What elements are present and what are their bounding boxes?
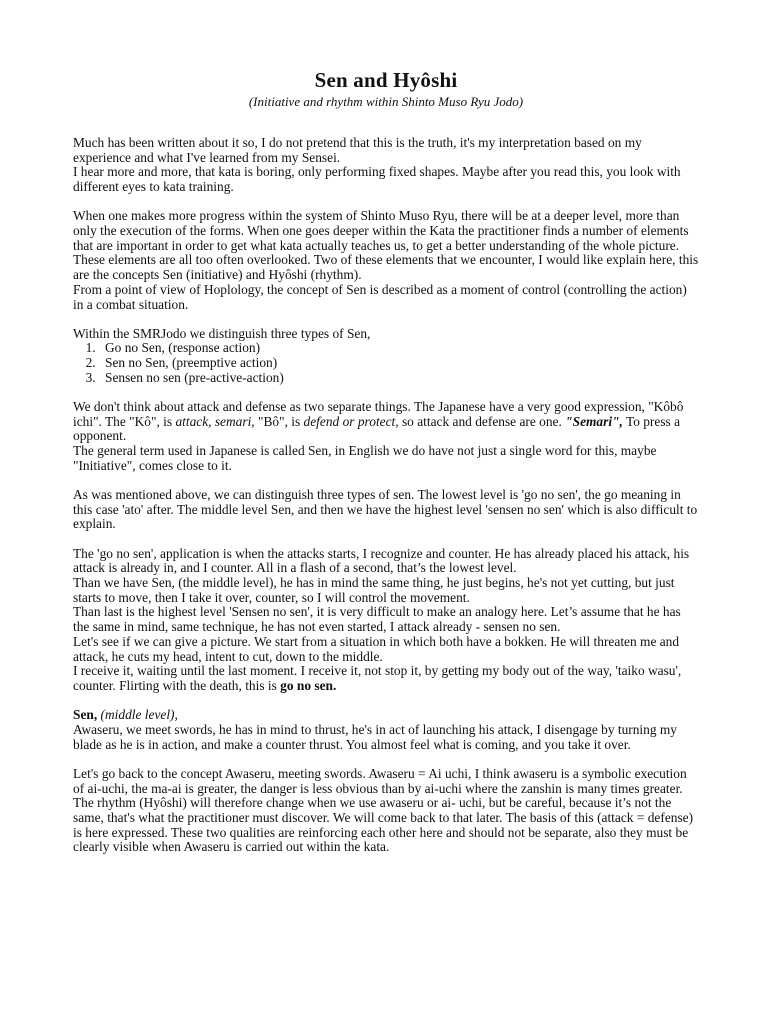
list-item: 1. Go no Sen, (response action) <box>99 341 699 356</box>
attack-defense-line-1 <box>73 400 699 444</box>
document-page <box>73 68 699 855</box>
page-title: Sen and Hyôshi <box>314 68 458 92</box>
go-no-sen-line-4: Let's see if we can give a picture. We start from a situation in which both have a bokken. He will threaten me and attack, he cuts my head, intent to cut, down to the middle. <box>73 633 680 664</box>
sen-heading-italic: (middle level), <box>97 707 178 723</box>
deeper-line-2: From a point of view of Hoplology, the concept of Sen is described as a moment of control (controlling the action) in a combat situation. <box>73 281 687 312</box>
awaseru-paragraph: Let's go back to the concept Awaseru, meeting swords. Awaseru = Ai uchi, I think awaseru is a symbolic execution of ai-uchi, the ma-ai is greater, the danger is less obvious than by ai-uchi where the zanshin is many times greater. The rhythm (Hyôshi) will therefore change when we use awaseru or ai- uchi, but be careful, because it’s not the same, that's what the practitioner must discover. We will come back to that later. The basis of this (attack = defense) is here expressed. These two qualities are reinforcing each other here and should not be separate, also they must be clearly visible when Awaseru is carried out within the kata. <box>73 765 694 855</box>
deeper-paragraph <box>73 209 699 312</box>
sen-section-heading <box>73 708 699 723</box>
text-run-bold: go no sen. <box>280 678 337 693</box>
text-run: "Bô", is <box>254 413 304 429</box>
intro-paragraph <box>73 136 699 195</box>
sen-types-intro: Within the SMRJodo we distinguish three types of Sen, <box>73 325 371 341</box>
text-run-italic: attack, semari, <box>175 413 255 429</box>
text-run: so attack and defense are one. <box>398 413 566 429</box>
levels-paragraph: As was mentioned above, we can distinguish three types of sen. The lowest level is 'go no sen', the go meaning in this case 'ato' after. The middle level Sen, and then we have the highest level 'sensen no sen' which is also difficult to explain. <box>73 487 698 532</box>
page-subtitle: (Initiative and rhythm within Shinto Muso Ryu Jodo) <box>248 94 524 109</box>
sen-middle-section <box>73 708 699 752</box>
attack-defense-line-2: The general term used in Japanese is called Sen, in English we do have not just a single word for this, maybe "Initiative", comes close to it. <box>73 443 657 473</box>
go-no-sen-line-3: Than last is the highest level 'Sensen no sen', it is very difficult to make an analogy here. Let’s assume that he has the same in mind, same technique, he has not even started, I attack already - sensen no sen. <box>73 604 681 635</box>
go-no-sen-line-5 <box>73 664 699 693</box>
sen-types-section <box>73 327 699 386</box>
list-item: 3. Sensen no sen (pre-active-action) <box>99 371 699 386</box>
sen-heading-bold: Sen, <box>73 707 98 723</box>
text-run-bold-italic: "Semari", <box>565 413 623 429</box>
list-item: 2. Sen no Sen, (preemptive action) <box>99 356 699 371</box>
text-run: We don't think about attack and defense as two separate things. The Japanese have a very good expression, "Kôbô ichi". The "Kô", is <box>73 399 684 429</box>
text-run: To press a opponent. <box>73 413 681 444</box>
intro-line-2: I hear more and more, that kata is boring, only performing fixed shapes. Maybe after you read this, you look with different eyes to kata training. <box>73 164 681 195</box>
go-no-sen-line-2: Than we have Sen, (the middle level), he has in mind the same thing, he just begins, he's not yet cutting, but just starts to move, then I take it over, counter, so I will control the movement. <box>73 575 675 605</box>
text-run-italic: defend or protect, <box>303 413 399 429</box>
sen-types-list <box>73 341 699 385</box>
sen-section-body: Awaseru, we meet swords, he has in mind to thrust, he's in act of launching his attack, I disengage by turning my blade as he is in action, and make a counter thrust. You almost feel what is coming, and you take it over. <box>73 721 678 752</box>
go-no-sen-line-1: The 'go no sen', application is when the attacks starts, I recognize and counter. He has already placed his attack, his attack is already in, and I counter. All in a flash of a second, that’s the lowest level. <box>73 545 690 576</box>
text-run: I receive it, waiting until the last moment. I receive it, not stop it, by getting my body out of the way, 'taiko wasu', counter. Flirting with the death, this is <box>73 663 682 693</box>
deeper-line-1: When one makes more progress within the system of Shinto Muso Ryu, there will be at a deeper level, more than only the execution of the forms. When one goes deeper within the Kata the practitioner finds a number of elements that are important in order to get what kata actually teaches us, to get a better understanding of the whole picture. These elements are all too often overlooked. Two of these elements that we encounter, I would like explain here, this are the concepts Sen (initiative) and Hyôshi (rhythm). <box>73 208 699 283</box>
go-no-sen-paragraph <box>73 547 699 694</box>
intro-line-1: Much has been written about it so, I do not pretend that this is the truth, it's my interpretation based on my experience and what I've learned from my Sensei. <box>73 135 642 165</box>
attack-defense-paragraph <box>73 400 699 474</box>
